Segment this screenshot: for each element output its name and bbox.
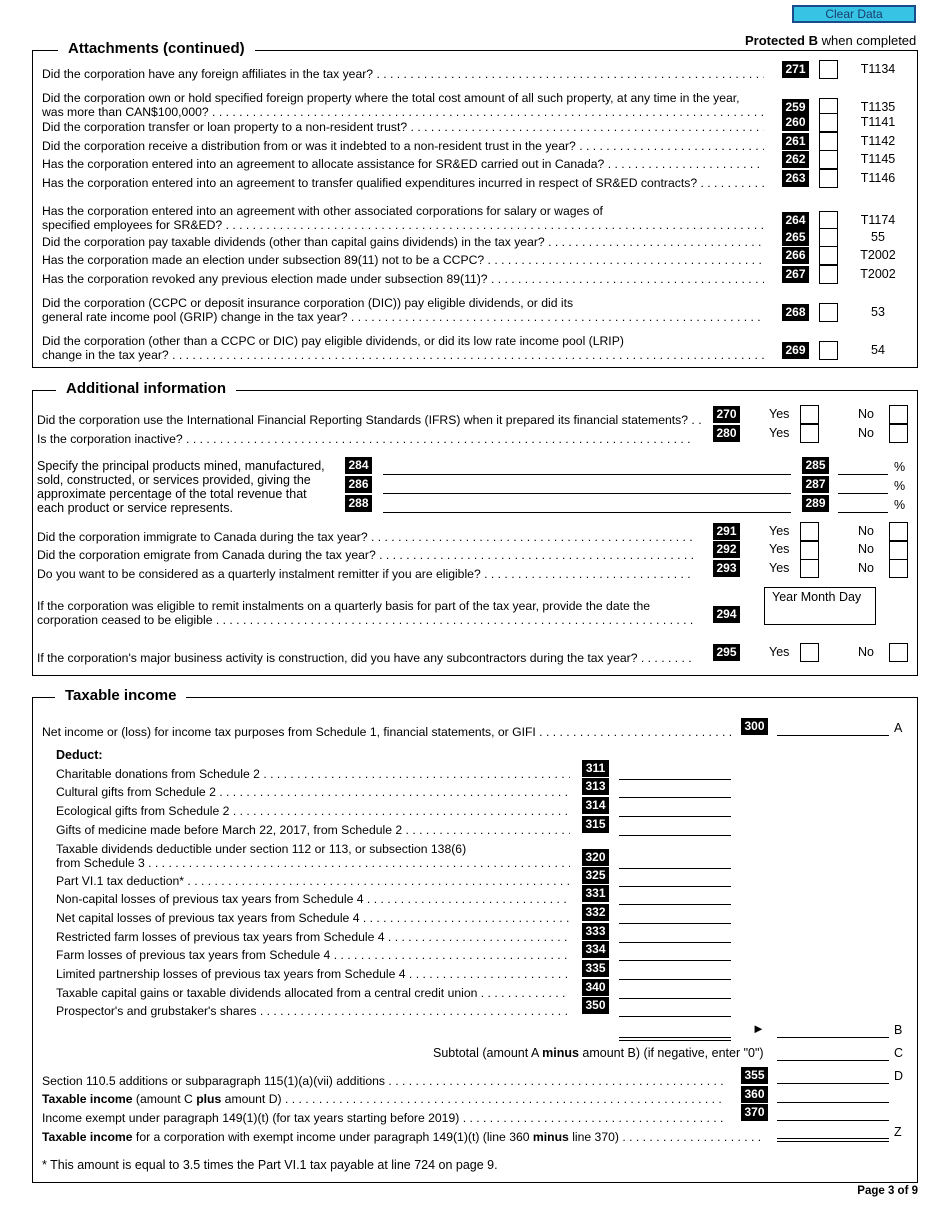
z-minus: minus [532, 1130, 569, 1144]
percent-sign-3: % [894, 498, 906, 512]
product-1-input[interactable] [383, 459, 791, 475]
deduction-314-text-line-1: Ecological gifts from Schedule 2 . . . [56, 803, 570, 819]
q292-text: Did the corporation emigrate from Canada during the tax year? . . . [37, 547, 695, 563]
attachment-checkbox-266[interactable] [819, 246, 838, 265]
code-331: 331 [582, 885, 609, 902]
net-income-text: Net income or (loss) for income tax purposes from Schedule 1, financial statements, or GIFI . . . [42, 724, 732, 740]
footnote: * This amount is equal to 3.5 times the Part VI.1 tax payable at line 724 on page 9. [42, 1158, 498, 1172]
code-325: 325 [582, 867, 609, 884]
attachment-form-263: T1146 [860, 171, 896, 185]
code-262: 262 [782, 151, 809, 168]
q292-yes-label: Yes [769, 542, 790, 556]
code-264: 264 [782, 212, 809, 229]
code-271: 271 [782, 61, 809, 78]
products-text-3: approximate percentage of the total revenue that [37, 487, 307, 501]
deduction-315-input[interactable] [619, 820, 731, 836]
letter-z: Z [894, 1125, 902, 1139]
attachment-checkbox-267[interactable] [819, 265, 838, 284]
page-number: Page 3 of 9 [857, 1185, 918, 1197]
z-text [42, 1129, 760, 1145]
protected-b-rest: when completed [821, 33, 917, 48]
q280-yes-label: Yes [769, 426, 790, 440]
attachment-checkbox-262[interactable] [819, 150, 838, 169]
taxable-income-360-input[interactable] [777, 1087, 889, 1103]
attachment-question-269-line-2: change in the tax year? . . . [42, 347, 764, 363]
percent-sign-2: % [894, 479, 906, 493]
q270-yes-checkbox[interactable] [800, 405, 819, 424]
deduction-320-text-line-2: from Schedule 3 . . . [56, 855, 570, 871]
q291-no-checkbox[interactable] [889, 522, 908, 541]
code-291: 291 [713, 523, 740, 540]
q293-yes-label: Yes [769, 561, 790, 575]
deduction-311-input[interactable] [619, 764, 731, 780]
q295-no-checkbox[interactable] [889, 643, 908, 662]
deduction-314-input[interactable] [619, 801, 731, 817]
deduction-313-text-line-1: Cultural gifts from Schedule 2 . . . [56, 784, 570, 800]
code-320: 320 [582, 849, 609, 866]
deduction-332-input[interactable] [619, 908, 731, 924]
q270-no-checkbox[interactable] [889, 405, 908, 424]
arrow-icon: ► [752, 1021, 765, 1036]
products-text-2: sold, constructed, or services provided, giving the [37, 473, 311, 487]
attachment-question-269-line-1: Did the corporation (other than a CCPC or DIC) pay eligible dividends, or did its low rate income pool (LRIP) [42, 334, 624, 348]
deduction-325-input[interactable] [619, 871, 731, 887]
attachment-form-269: 54 [871, 343, 885, 357]
q280-yes-checkbox[interactable] [800, 424, 819, 443]
deduction-320-input[interactable] [619, 853, 731, 869]
attachment-form-261: T1142 [860, 134, 896, 148]
attachment-checkbox-265[interactable] [819, 228, 838, 247]
code-287: 287 [802, 476, 829, 493]
code-370: 370 [741, 1104, 768, 1121]
q293-no-label: No [858, 561, 874, 575]
attachment-question-266-line-1: Has the corporation made an election under subsection 89(11) not to be a CCPC? . . . [42, 252, 764, 268]
deduction-311-text-line-1: Charitable donations from Schedule 2 . . . [56, 766, 570, 782]
amount-a-input[interactable] [777, 720, 889, 736]
code-294: 294 [713, 606, 740, 623]
attachment-question-264-line-2: specified employees for SR&ED? . . . [42, 217, 764, 233]
attachment-checkbox-269[interactable] [819, 341, 838, 360]
q270-no-label: No [858, 407, 874, 421]
subtotal-minus: minus [542, 1046, 579, 1060]
percent-sign-1: % [894, 460, 906, 474]
deduction-313-input[interactable] [619, 782, 731, 798]
deduction-334-input[interactable] [619, 945, 731, 961]
attachments-title: Attachments (continued) [58, 40, 255, 58]
deduction-340-input[interactable] [619, 983, 731, 999]
clear-data-button[interactable]: Clear Data [792, 5, 916, 23]
code-267: 267 [782, 266, 809, 283]
code-311: 311 [582, 760, 609, 777]
code-350: 350 [582, 997, 609, 1014]
letter-c: C [894, 1046, 904, 1060]
deduction-325-text-line-1: Part VI.1 tax deduction* . . . [56, 873, 570, 889]
code-292: 292 [713, 541, 740, 558]
subtotal-text-pre: Subtotal (amount A [433, 1046, 543, 1060]
code-295: 295 [713, 644, 740, 661]
deduction-331-input[interactable] [619, 889, 731, 905]
code-263: 263 [782, 170, 809, 187]
s360-text [42, 1091, 724, 1107]
q293-yes-checkbox[interactable] [800, 559, 819, 578]
exempt-income-370-input[interactable] [777, 1105, 889, 1121]
s355-text: Section 110.5 additions or subparagraph 115(1)(a)(vii) additions . . . [42, 1073, 724, 1089]
attachment-question-263-line-1: Has the corporation entered into an agreement to transfer qualified expenditures incurred in respect of SR&ED contracts? . . . [42, 175, 764, 191]
q280-text: Is the corporation inactive? . . . [37, 431, 695, 447]
code-259: 259 [782, 99, 809, 116]
code-268: 268 [782, 304, 809, 321]
attachment-form-264: T1174 [860, 213, 896, 227]
code-334: 334 [582, 941, 609, 958]
q280-no-checkbox[interactable] [889, 424, 908, 443]
attachment-checkbox-271[interactable] [819, 60, 838, 79]
subtotal-text-post: amount B) (if negative, enter "0") [578, 1046, 764, 1060]
percent-3-input[interactable] [838, 497, 888, 513]
deduction-333-text-line-1: Restricted farm losses of previous tax years from Schedule 4 . . . [56, 929, 570, 945]
q293-text: Do you want to be considered as a quarterly instalment remitter if you are eligible? . . . [37, 566, 695, 582]
code-269: 269 [782, 342, 809, 359]
attachment-form-267: T2002 [860, 267, 896, 281]
attachment-question-259-line-1: Did the corporation own or hold specified foreign property where the total cost amount of all such property, at any time in the year, [42, 91, 740, 105]
code-270: 270 [713, 406, 740, 423]
code-289: 289 [802, 495, 829, 512]
q280-no-label: No [858, 426, 874, 440]
code-260: 260 [782, 114, 809, 131]
code-355: 355 [741, 1067, 768, 1084]
code-333: 333 [582, 923, 609, 940]
s360-post: amount D) [221, 1092, 282, 1106]
z-post: line 370) [568, 1130, 619, 1144]
protected-b-bold: Protected B [745, 33, 818, 48]
attachment-form-260: T1141 [860, 115, 896, 129]
percent-1-input[interactable] [838, 459, 888, 475]
products-text-4: each product or service represents. [37, 501, 233, 515]
q294-text-2: corporation ceased to be eligible . . . [37, 612, 695, 628]
protected-b-label [745, 33, 916, 49]
q292-no-checkbox[interactable] [889, 541, 908, 560]
subtotal-text [433, 1045, 764, 1061]
s360-pre: (amount C [132, 1092, 197, 1106]
deduction-340-text-line-1: Taxable capital gains or taxable dividends allocated from a central credit union . . . [56, 985, 570, 1001]
deduction-331-text-line-1: Non-capital losses of previous tax years from Schedule 4 . . . [56, 891, 570, 907]
q291-yes-label: Yes [769, 524, 790, 538]
deduction-333-input[interactable] [619, 927, 731, 943]
product-2-input[interactable] [383, 478, 791, 494]
code-285: 285 [802, 457, 829, 474]
z-pre: for a corporation with exempt income under paragraph 149(1)(t) (line 360 [132, 1130, 533, 1144]
deductions-total-line [619, 1037, 731, 1041]
attachment-form-268: 53 [871, 305, 885, 319]
attachment-form-262: T1145 [860, 152, 896, 166]
percent-2-input[interactable] [838, 478, 888, 494]
deduction-350-input[interactable] [619, 1001, 731, 1017]
attachments-bottom-border [32, 367, 918, 368]
code-300: 300 [741, 718, 768, 735]
q295-yes-checkbox[interactable] [800, 643, 819, 662]
attachment-form-266: T2002 [860, 248, 896, 262]
product-3-input[interactable] [383, 497, 791, 513]
deduction-320-text-line-1: Taxable dividends deductible under section 112 or 113, or subsection 138(6) [56, 842, 467, 856]
code-332: 332 [582, 904, 609, 921]
q291-text: Did the corporation immigrate to Canada during the tax year? . . . [37, 529, 695, 545]
additional-info-title: Additional information [56, 380, 236, 398]
q270-yes-label: Yes [769, 407, 790, 421]
z-bold: Taxable income [42, 1130, 133, 1144]
amount-b-input[interactable] [777, 1022, 889, 1038]
deduction-350-text-line-1: Prospector's and grubstaker's shares . . . [56, 1003, 570, 1019]
code-335: 335 [582, 960, 609, 977]
attachment-question-262-line-1: Has the corporation entered into an agreement to allocate assistance for SR&ED carried out in Canada? . . . [42, 156, 764, 172]
q294-text-1: If the corporation was eligible to remit instalments on a quarterly basis for part of the tax year, provide the date the [37, 599, 651, 613]
attachment-checkbox-261[interactable] [819, 132, 838, 151]
letter-d: D [894, 1069, 904, 1083]
q292-yes-checkbox[interactable] [800, 541, 819, 560]
code-340: 340 [582, 979, 609, 996]
code-314: 314 [582, 797, 609, 814]
code-313: 313 [582, 778, 609, 795]
q294-date-label: Year Month Day [772, 590, 862, 604]
code-293: 293 [713, 560, 740, 577]
s370-text: Income exempt under paragraph 149(1)(t) (for tax years starting before 2019) . . . [42, 1110, 724, 1126]
letter-b: B [894, 1023, 903, 1037]
letter-a: A [894, 721, 903, 735]
deduction-315-text-line-1: Gifts of medicine made before March 22, 2017, from Schedule 2 . . . [56, 822, 570, 838]
s360-bold: Taxable income [42, 1092, 133, 1106]
code-286: 286 [345, 476, 372, 493]
attachment-question-268-line-1: Did the corporation (CCPC or deposit insurance corporation (DIC)) pay eligible dividends, or did its [42, 296, 574, 310]
code-265: 265 [782, 229, 809, 246]
attachment-question-260-line-1: Did the corporation transfer or loan property to a non-resident trust? . . . [42, 119, 764, 135]
amount-z-input[interactable] [777, 1138, 889, 1142]
attachment-checkbox-268[interactable] [819, 303, 838, 322]
deduction-334-text-line-1: Farm losses of previous tax years from Schedule 4 . . . [56, 947, 570, 963]
attachments-left-border [32, 50, 33, 368]
q295-no-label: No [858, 645, 874, 659]
q292-no-label: No [858, 542, 874, 556]
attachment-question-264-line-1: Has the corporation entered into an agreement with other associated corporations for salary or wages of [42, 204, 603, 218]
q270-text: Did the corporation use the International Financial Reporting Standards (IFRS) when it prepared its financial statements? . . . [37, 412, 703, 428]
s360-plus: plus [196, 1092, 222, 1106]
taxable-income-title: Taxable income [55, 687, 186, 705]
deduct-label: Deduct: [56, 748, 103, 762]
deduction-332-text-line-1: Net capital losses of previous tax years from Schedule 4 . . . [56, 910, 570, 926]
code-280: 280 [713, 425, 740, 442]
attachment-question-265-line-1: Did the corporation pay taxable dividends (other than capital gains dividends) in the tax year? . . . [42, 234, 764, 250]
amount-d-input[interactable] [777, 1068, 889, 1084]
amount-c-input[interactable] [777, 1045, 889, 1061]
attachment-question-268-line-2: general rate income pool (GRIP) change in the tax year? . . . [42, 309, 764, 325]
attachment-question-271-line-1: Did the corporation have any foreign affiliates in the tax year? . . . [42, 66, 764, 82]
products-text-1: Specify the principal products mined, manufactured, [37, 459, 325, 473]
attachment-checkbox-263[interactable] [819, 169, 838, 188]
q293-no-checkbox[interactable] [889, 559, 908, 578]
code-266: 266 [782, 247, 809, 264]
code-288: 288 [345, 495, 372, 512]
attachment-question-261-line-1: Did the corporation receive a distribution from or was it indebted to a non-resident trust in the year? . . . [42, 138, 764, 154]
deduction-335-text-line-1: Limited partnership losses of previous tax years from Schedule 4 . . . [56, 966, 570, 982]
attachment-question-267-line-1: Has the corporation revoked any previous election made under subsection 89(11)? . . . [42, 271, 764, 287]
q291-yes-checkbox[interactable] [800, 522, 819, 541]
q291-no-label: No [858, 524, 874, 538]
code-261: 261 [782, 133, 809, 150]
attachment-question-259-line-2: was more than CAN$100,000? . . . [42, 104, 764, 120]
attachment-form-259: T1135 [860, 100, 896, 114]
code-284: 284 [345, 457, 372, 474]
attachment-checkbox-260[interactable] [819, 113, 838, 132]
attachment-form-271: T1134 [860, 62, 896, 76]
attachment-form-265: 55 [871, 230, 885, 244]
code-360: 360 [741, 1086, 768, 1103]
q295-text: If the corporation's major business activity is construction, did you have any subcontractors during the tax year? . . . [37, 650, 695, 666]
q295-yes-label: Yes [769, 645, 790, 659]
code-315: 315 [582, 816, 609, 833]
deduction-335-input[interactable] [619, 964, 731, 980]
